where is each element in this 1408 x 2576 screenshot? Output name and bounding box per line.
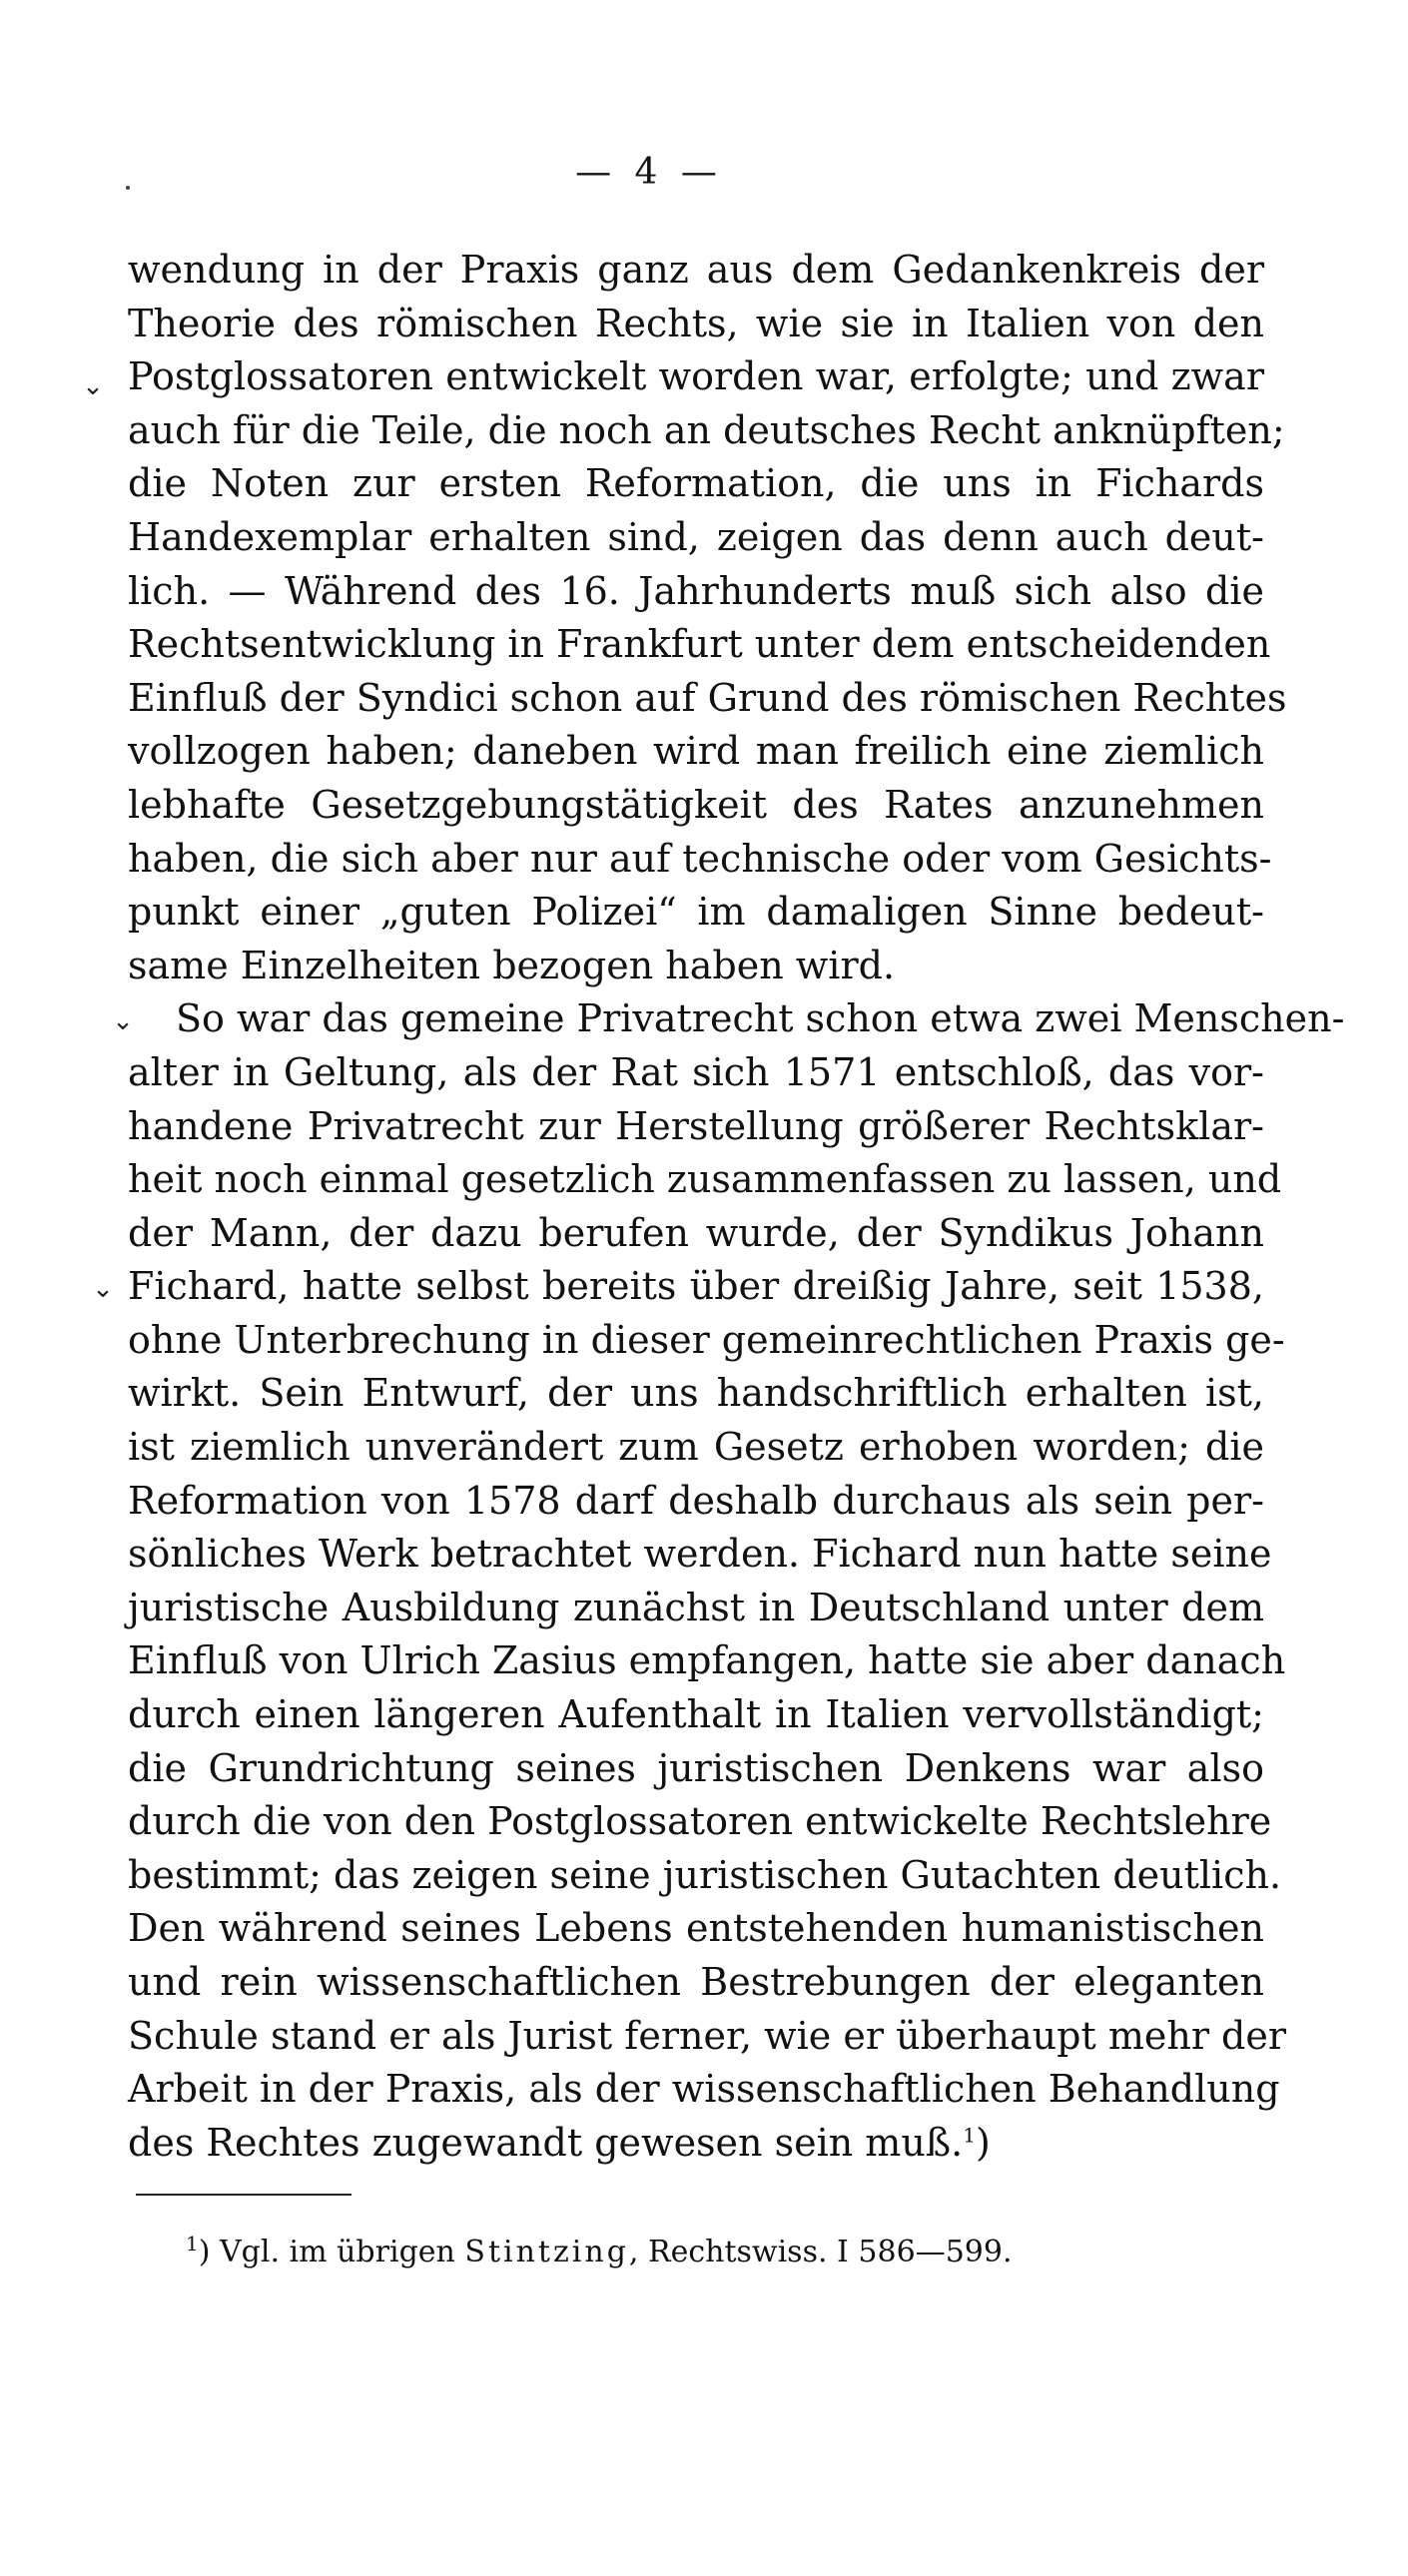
footnote-reference-close: ) (976, 2120, 991, 2165)
footnote-author: Stintzing (464, 2235, 629, 2269)
text-line: haben, die sich aber nur auf technische oder vom Gesichts- (128, 836, 1272, 881)
text-line: ist ziemlich unverändert zum Gesetz erhoben worden; die (128, 1425, 1264, 1470)
text-line: lich. — Während des 16. Jahrhunderts muß sich also die (128, 568, 1264, 613)
footnote (186, 2233, 1224, 2272)
text-line: juristische Ausbildung zunächst in Deutschland unter dem (128, 1585, 1264, 1629)
paragraph-start-line: So war das gemeine Privatrecht schon etwa zwei Menschen- (176, 996, 1345, 1041)
text-line: und rein wissenschaftlichen Bestrebungen der eleganten (128, 1960, 1264, 2004)
text-line: wendung in der Praxis ganz aus dem Gedankenkreis der (128, 248, 1264, 292)
margin-check-mark-icon: ⌄ (112, 1006, 134, 1036)
paragraph-end-line (128, 2117, 1264, 2171)
text-line: Einfluß von Ulrich Zasius empfangen, hatte sie aber danach (128, 1638, 1286, 1683)
text-line: wirkt. Sein Entwurf, der uns handschriftlich erhalten ist, (128, 1371, 1264, 1416)
body-text (128, 244, 1345, 2170)
footnote-marker-close: ) (198, 2235, 211, 2269)
margin-check-mark-icon: ⌄ (92, 1274, 114, 1304)
text-line: vollzogen haben; daneben wird man freilich eine ziemlich (128, 729, 1264, 774)
text-line: Den während seines Lebens entstehenden humanistischen (128, 1906, 1264, 1951)
text-line: alter in Geltung, als der Rat sich 1571 entschloß, das vor- (128, 1049, 1264, 1094)
text-line: auch für die Teile, die noch an deutsches Recht anknüpften; (128, 407, 1285, 452)
text-line: Theorie des römischen Rechts, wie sie in Italien von den (128, 301, 1264, 345)
text-line: heit noch einmal gesetzlich zusammenfassen zu lassen, und (128, 1157, 1282, 1202)
text-line: durch einen längeren Aufenthalt in Italien vervollständigt; (128, 1692, 1264, 1737)
text-line: handene Privatrecht zur Herstellung größerer Rechtsklar- (128, 1103, 1264, 1148)
text-line: ohne Unterbrechung in dieser gemeinrechtlichen Praxis ge- (128, 1317, 1285, 1362)
text-line: Fichard, hatte selbst bereits über dreißig Jahre, seit 1538, (128, 1264, 1264, 1309)
footnote-divider (136, 2194, 352, 2196)
text-line-content: des Rechtes zugewandt gewesen sein muß. (128, 2120, 964, 2165)
text-line: Arbeit in der Praxis, als der wissenschaftlichen Behandlung (128, 2067, 1280, 2112)
footnote-text-prefix: Vgl. im übrigen (220, 2235, 455, 2269)
text-line: Reformation von 1578 darf deshalb durchaus als sein per- (128, 1478, 1264, 1523)
text-line: Einfluß der Syndici schon auf Grund des römischen Rechtes (128, 675, 1287, 720)
text-line: durch die von den Postglossatoren entwickelte Rechtslehre (128, 1799, 1272, 1844)
text-line: bestimmt; das zeigen seine juristischen Gutachten deutlich. (128, 1852, 1282, 1897)
paragraph-end-line: same Einzelheiten bezogen haben wird. (128, 943, 896, 987)
margin-check-mark-icon: ⌄ (82, 371, 104, 401)
text-line: die Noten zur ersten Reformation, die uns in Fichards (128, 461, 1264, 506)
page-number: — 4 — (575, 152, 723, 193)
text-line: Handexemplar erhalten sind, zeigen das denn auch deut- (128, 514, 1264, 559)
text-line: Postglossatoren entwickelt worden war, erfolgte; und zwar (128, 354, 1264, 399)
text-line: lebhafte Gesetzgebungstätigkeit des Rates anzunehmen (128, 782, 1264, 827)
footnote-marker: 1 (186, 2232, 199, 2255)
text-line: punkt einer „guten Polizei“ im damaligen Sinne bedeut- (128, 890, 1264, 935)
footnote-text-suffix: , Rechtswiss. I 586—599. (628, 2235, 1013, 2269)
text-line: Schule stand er als Jurist ferner, wie er überhaupt mehr der (128, 2013, 1287, 2058)
text-line: sönliches Werk betrachtet werden. Fichard nun hatte seine (128, 1532, 1272, 1577)
text-line: die Grundrichtung seines juristischen Denkens war also (128, 1745, 1264, 1790)
footnote-reference: 1 (963, 2123, 976, 2148)
text-line: Rechtsentwicklung in Frankfurt unter dem entscheidenden (128, 622, 1271, 667)
text-line: der Mann, der dazu berufen wurde, der Syndikus Johann (128, 1210, 1264, 1255)
